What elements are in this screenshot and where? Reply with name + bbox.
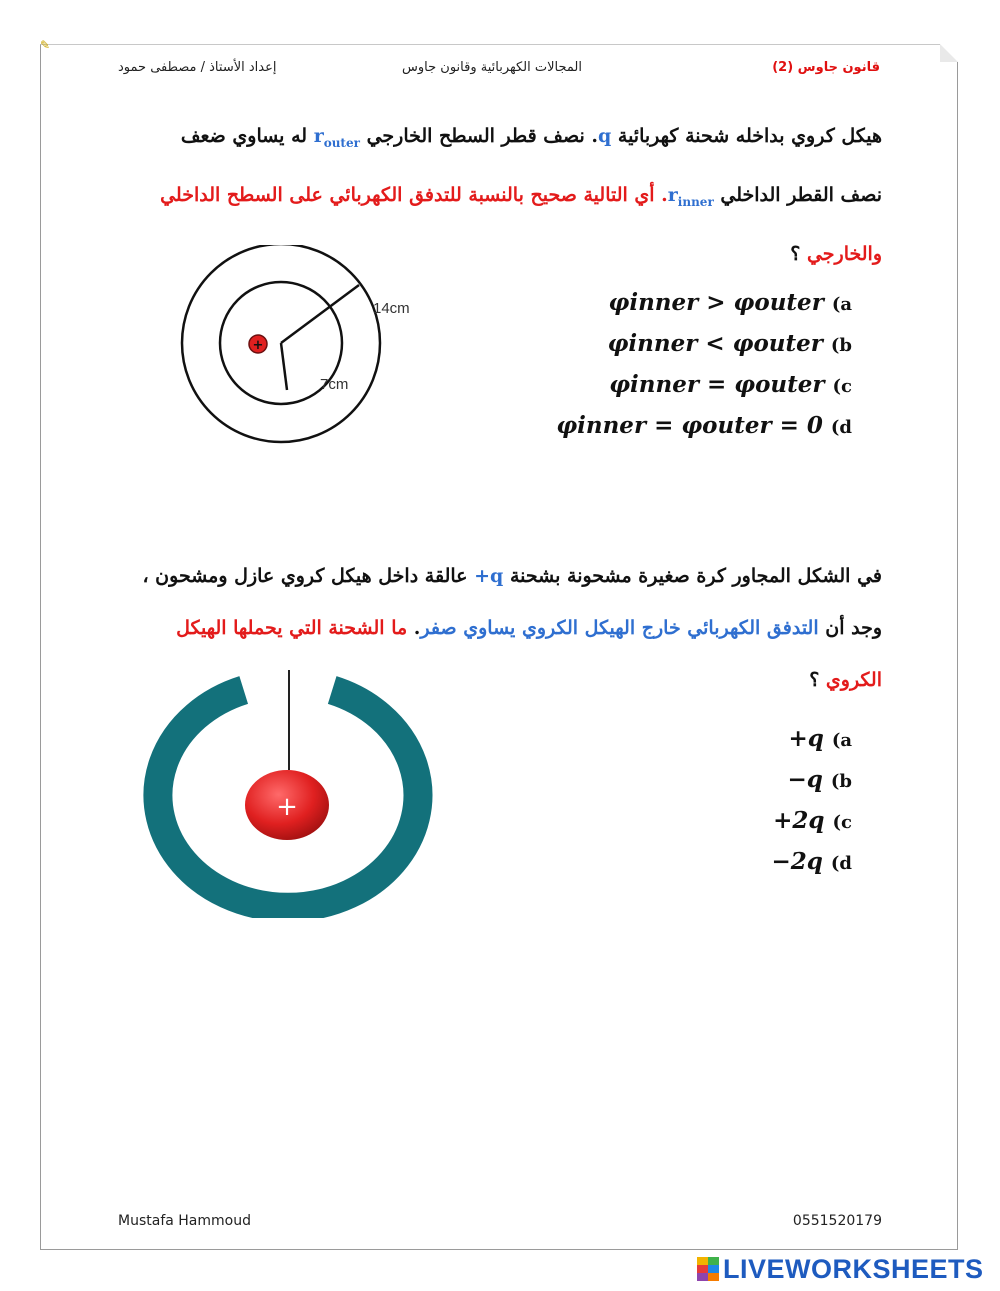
liveworksheets-logo-icon	[697, 1257, 719, 1281]
worksheet-author-credit: إعداد الأستاذ / مصطفى حمود	[118, 60, 277, 75]
question1-figure	[160, 245, 440, 465]
page-fold-corner	[940, 44, 958, 62]
question2-line2: وجد أن التدفق الكهربائي خارج الهيكل الكروي يساوي صفر. ما الشحنة التي يحملها الهيكل	[176, 617, 882, 639]
worksheet-title: قانون جاوس (2)	[772, 60, 880, 75]
footer-phone: 0551520179	[792, 1213, 882, 1229]
point-charge-sign: +	[252, 338, 264, 353]
outer-radius-label: 14cm	[373, 300, 410, 317]
question1-line2: نصف القطر الداخلي $r_{inner}$. أي التالية صحيح بالنسبة للتدفق الكهربائي على السطح الداخلي	[160, 184, 882, 209]
question2-option-c[interactable]: +2q (c	[773, 807, 852, 834]
question1-line3: والخارجي ؟	[790, 243, 882, 265]
question2-figure	[140, 668, 440, 918]
r-inner-symbol: $r_{inner}$	[667, 184, 714, 209]
inner-radius-line	[281, 343, 287, 390]
r-outer-symbol: $r_{outer}$	[313, 125, 360, 150]
footer-author: Mustafa Hammoud	[118, 1213, 251, 1229]
worksheet-subject: المجالات الكهربائية وقانون جاوس	[402, 60, 582, 75]
question1-option-a[interactable]: φinner > φouter (a	[608, 289, 852, 316]
liveworksheets-logo-text: LIVEWORKSHEETS	[723, 1253, 984, 1284]
question1-options	[556, 282, 852, 446]
inner-radius-label: 7cm	[320, 376, 349, 393]
outer-radius-line	[281, 285, 359, 343]
question1-option-c[interactable]: φinner = φouter (c	[609, 371, 852, 398]
question2-option-d[interactable]: −2q (d	[771, 848, 852, 875]
question2-line1: في الشكل المجاور كرة صغيرة مشحونة بشحنة +q عالقة داخل هيكل كروي عازل ومشحون ،	[142, 565, 882, 587]
question2-options	[772, 718, 852, 882]
question2-line3: الكروي ؟	[809, 669, 882, 691]
question1-option-b[interactable]: φinner < φouter (b	[607, 330, 852, 357]
pin-icon: ✎	[40, 38, 51, 52]
question2-option-b[interactable]: −q (b	[787, 766, 852, 793]
question1-option-d[interactable]: φinner = φouter = 0 (d	[556, 412, 852, 439]
liveworksheets-logo[interactable]	[697, 1254, 984, 1284]
question1-line1: هيكل كروي بداخله شحنة كهربائية q. نصف قطر السطح الخارجي $r_{outer}$ له يساوي ضعف	[180, 125, 882, 150]
question2-option-a[interactable]: +q (a	[788, 725, 852, 752]
charged-ball-sign: +	[276, 792, 298, 822]
